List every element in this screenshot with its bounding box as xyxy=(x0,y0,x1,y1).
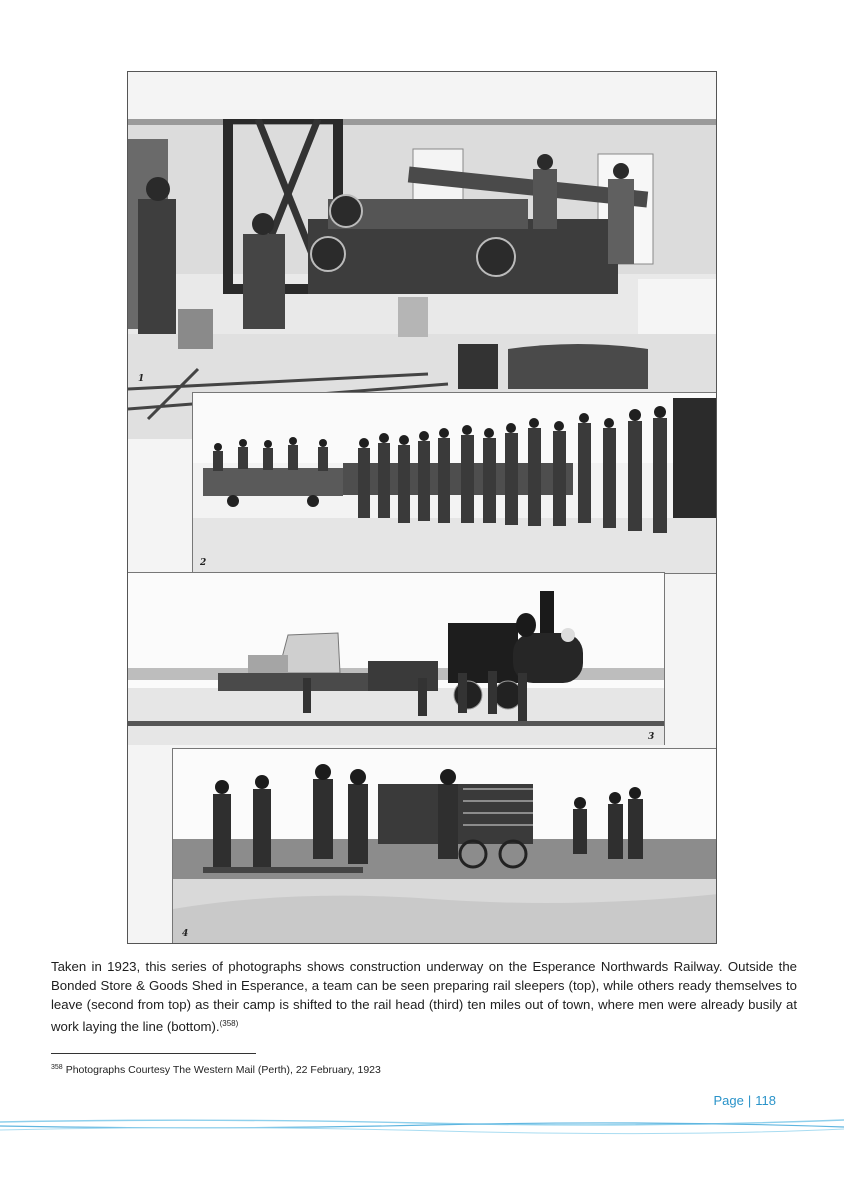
footnote xyxy=(51,1064,381,1076)
photo-sleeper-mill xyxy=(128,119,717,439)
page-separator: | xyxy=(747,1093,752,1108)
footnote-marker: 358 xyxy=(51,1064,63,1071)
page-number xyxy=(714,1093,777,1108)
footer-wave-decoration xyxy=(0,1110,844,1140)
photo-locomotive-train xyxy=(128,572,665,745)
photo-caption xyxy=(51,957,797,1036)
footnote-text: Photographs Courtesy The Western Mail (Perth), 22 February, 1923 xyxy=(65,1064,381,1076)
caption-reference[interactable]: (358) xyxy=(219,1019,239,1028)
photo-number-4: 4 xyxy=(182,929,189,939)
photo-plate xyxy=(127,71,717,944)
photo-number-3: 3 xyxy=(648,732,655,742)
photo-men-on-wagons xyxy=(192,392,717,574)
page-number-value: 118 xyxy=(755,1093,776,1108)
photo-number-1: 1 xyxy=(138,374,145,384)
photo-laying-line xyxy=(172,748,717,944)
photo-number-2: 2 xyxy=(200,558,207,568)
page-label: Page xyxy=(713,1093,744,1108)
caption-text: Taken in 1923, this series of photographs shows construction underway on the Esperance Northwards Railway. Outside the Bonded Store & Goods Shed in Esperance, a team can be seen preparing rail sleepers (top), while others ready themselves to leave (second from top) as their camp is shifted to the rail head (third) ten miles out of town, where men were already busily at work laying the line (bottom). xyxy=(51,959,797,1034)
footnote-divider xyxy=(51,1053,256,1054)
